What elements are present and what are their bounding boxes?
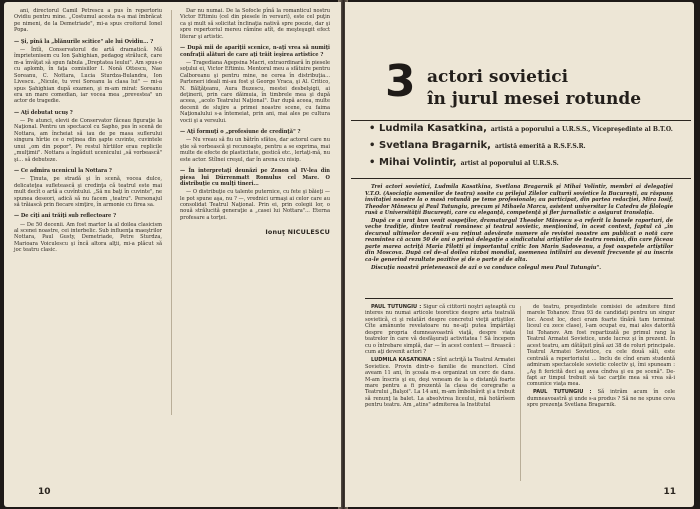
paragraph: — Tragediana Agepsina Macri, extraordinară în piesele soţului ei, Victor Eftimiu. Mentorul meu a sfătuire pentru Calboreanu şi pentru mine, ne cerea în distribuţia... Parteneri ideali mi-au fost şi George Vraca, şi Al. Critico, N. Bălţăţeanu, Aura Buzescu, mestei desbelşigii, ai deţinerii, prin care dăimuia, în timbrele mea şi după aceea, „acolo Teatrului Naţional". Dar după aceea, multe decenii de slujire a primei noastre scene, cu faima Naţionalului s-a întemeiat, prin ani, mai ales pe cultura vocii şi a versului. bbox=[180, 59, 330, 124]
interview-question: — Şi, pînă la „blănurile scitice" ale lui Ovidiu... ? bbox=[14, 38, 154, 45]
right-column-2 bbox=[527, 304, 675, 410]
guest-role: artist al poporului al U.R.S.S. bbox=[460, 160, 559, 167]
interview-question: — În interpretaţi deunăzi pe Zenon al IV-lea din piesa lui Dürrenmatt Romulus cel Mare. O distribuţie cu mulţi tineri... bbox=[180, 168, 330, 188]
paragraph: — O distribuţie cu talente puternice, cu fete şi băieţi — le pot spune aşa, nu ? —, vrednici urmaşi ai celor care au consolidat Teatrul Naţional. Prin ei, prin colegii lor, o nouă strălucită generaţie a „casei lui Nottara"... Eterna profesare a torţei. bbox=[180, 189, 330, 221]
left-page bbox=[4, 2, 341, 507]
guest-rule bbox=[351, 178, 691, 179]
dialogue-text: Sînt actriţă la Teatrul Armatei Sovietice. Provin dintr-o familie de muncitori. Cînd aveam 11 ani, în şcoala m-a organizat un cerc de dans. M-am înscris şi eu, deşi veneam de la o distanţă foarte mare pentru a fi prezentă la clasa de coregrafie a Teatrului „Balşoi". La 14 ani, m-am îmbolnăvit şi a trebuit să renunţ la balet. La absolvirea liceului, mă hotărîsem pentru teatru. Am „atins" admiterea la Institutul bbox=[365, 357, 515, 409]
interview-question: — Ce admira ucenicul la Nottara ? bbox=[14, 168, 112, 175]
column-divider bbox=[520, 306, 521, 481]
paragraph: — De 50 decenii. Am fost martor la al doilea clasicism al scenei noastre, cei interbelic. Sub influenţa maeştrilor Nottara, Paul Gusty, Demetriade, Petre Sturdza, Marioara Voiculescu şi încă altora alţii, mi-a plăcut să joc teatru clasic. bbox=[14, 221, 162, 254]
title-line-2: în jurul mesei rotunde bbox=[427, 89, 642, 109]
interview-question: — De cîţi ani trăiţi sub reflectoare ? bbox=[14, 213, 117, 220]
author-signature: Ionuţ NICULESCU bbox=[265, 228, 330, 237]
paragraph: — Pe atunci, elevii de Conservator făceau figuraţie la Naţional. Pentru un spectacol cu Sapho, pus în scenă de Nottara, am încheiat să iau de pe masa suflerului singura hîrtie ce o reţinea din şapte cuvinte, cuvintele unui „om din popor". Pe restul hîrtiilor erau replicile „mulţimii". Nottara a îngăduit ucenicului „să vorbească" şi... să debuteze. bbox=[14, 117, 162, 163]
guest-role: artistă emerită a R.S.F.S.R. bbox=[494, 143, 586, 150]
paragraph: — Nu vreau să fiu un bătrîn sfătos, dar actorul care nu ştie să vorbească şi recunoaşte, pentru a se exprima, mai multe de efecte de plasticitate, gestică etc., lertaţi-mă, nu este actor. Stîlnei creşul, dar în arena cu nisip. bbox=[180, 137, 330, 163]
interview-question: — Aţi formuţi o „profesiune de credinţă" ? bbox=[180, 129, 301, 136]
right-column-1 bbox=[365, 304, 515, 410]
title-rule bbox=[351, 120, 691, 121]
guest-item bbox=[369, 140, 689, 157]
paragraph: — Întîi, Conservatorul de artă dramatică. Mă împrietenisem cu Ion Şahighian, pedagog strălucit, care m-a învăţat să spun fabula „Dreptatea leului". Am spus-o cu aplomb, în faţa comisiilor I. Nonă Ottescu, Nae Soreanu, C. Nottara, Lucia Sturdza-Bulandra, Ion Livescu. „Nicule, tu vrei Soreanu la clasa lui" — mi-a spus Şahighian după examen, şi m-am mirat: Soreanu era un mare comedian, iar vocea mea „prevestea" un actor de tragedie. bbox=[14, 46, 162, 105]
guest-item bbox=[369, 123, 689, 140]
page-number: 10 bbox=[38, 487, 51, 497]
title-number: 3 bbox=[385, 56, 416, 107]
guest-item bbox=[369, 157, 689, 174]
dialogue-text: Sigur că cititorii noştri aşteaptă cu interes nu numai articole teoretice despre arta teatrală sovietică, ci şi relatări despre concretul vieţii artiştilor. Cîte amănunte revelatoare nu ne-aţi putea împărtăşi despre propria dumneavoastră viaţă, despre viaţa teatrelor în care vă desfăşuraţi activitatea ! Să începem cu o întrebare simplă, dar — în acest context — firească : cum aţi devenit actori ? bbox=[365, 304, 515, 356]
left-column-2 bbox=[180, 8, 330, 236]
paragraph: Dar nu numai. De la Sofocle pînă la romanticul nostru Victor Eftimiu (cel din piesele în versuri), este cel puţin ca şi mult să solicitat înclinaţia nativă spre poezie, dar şi spre repertoriul mereu rămîne atît, de meşteşugit efect literar şi artistic. bbox=[180, 8, 330, 40]
intro-paragraph: Trei actori sovietici, Ludmila Kasatkina, Svetlana Bragarnik şi Mihai Volintir, membri ai delegaţiei V.T.O. (Asociaţia oamenilor de teatru) sosite cu prilejul Zilelor culturii sovietice la Bucureşti, au răspuns invitaţiei noastre la o masă rotundă pe teme profesionale; au participat, din partea redacţiei, Mira Iosif, Theodor Mănescu şi Paul Tutungiu, precum şi Mihaela Marcu, asistent universitar la Catedra de filologie rusă a Universităţii Bucureşti, care cu eleganţă, competenţă şi fler jurnalistic a asigurat translaţia. bbox=[365, 184, 673, 216]
article-intro bbox=[365, 184, 673, 273]
interview-question: — După mii de apariţii scenice, n-aţi vrea să numiţi confraţii alături de care aţi trăit ieşirea artistice ? bbox=[180, 45, 330, 58]
right-page bbox=[345, 2, 694, 507]
intro-rule bbox=[365, 298, 673, 299]
dialogue-paragraph bbox=[365, 357, 515, 409]
intro-paragraph: După ce a urat bun venit oaspeţilor, dramaturgul Theodor Mănescu s-a referit la bunele raporturi, de veche tradiţie, dintre teatrul românesc şi teatrul sovietic, menţionînd, în acest context, faptul că „în decursul ultimelor decenii s-au reţinut adevărate numere ale revistei noastre am publicat o notă care reamintea că acum 50 de ani o primă delegaţie a sindicatului artiştilor de teatru români, din care făceau parte marea actriţă Maria Filotti şi importantul critic Ion Marin Sadoveanu, a fost oaspetele artiştilor din Moscova. După cel de-al doilea război mondial, asemenea întîlniri au devenit frecvente şi au înscris ca-le generind rezultate pozitive şi de o parte şi de alta. bbox=[365, 217, 673, 263]
guest-name: Svetlana Bragarnik, bbox=[379, 140, 491, 151]
page-number: 11 bbox=[663, 487, 676, 497]
guest-name: Mihai Volintir, bbox=[379, 157, 457, 168]
bullet-icon: • bbox=[369, 157, 376, 168]
bullet-icon: • bbox=[369, 140, 376, 151]
guest-role: artistă a poporului a U.R.S.S., Vicepreşedinte al B.T.O. bbox=[490, 126, 673, 133]
guest-list bbox=[369, 123, 689, 174]
paragraph: ani, directorul Camil Petrescu a pus în repertoriu Ovidiu pentru mine. „Costumul acesta n-a mai îmbrăcat pe nimeni, de la Demetriade", mi-a spus croitorul Ionel Popa. bbox=[14, 8, 162, 34]
column-divider bbox=[171, 10, 172, 415]
left-column-1 bbox=[14, 8, 162, 255]
paragraph: — Ţinuta, pe stradă şi în scenă, vocea dulce, delicateţea sufletească şi credinţa că teatrul este mai mult decît o artă a cuvîntului. „Să nu baţi în cuvinte", ne spunea deseori, adică să nu facem „teatru". Personajul să trăiască prin fiecare simţire, în armonie cu firea sa. bbox=[14, 176, 162, 209]
speaker-name: LUDMILA KASATKINA : bbox=[371, 357, 436, 364]
dialogue-text: Să intrăm acum în cele dumneavoastră şi unde s-a produs ? Să ne ne spune ceva spre prezenţa Svetlana Bragarnik. bbox=[527, 389, 675, 409]
title-line-1: actori sovietici bbox=[427, 67, 569, 87]
speaker-name: PAUL TUTUNGIU : bbox=[533, 389, 592, 396]
dialogue-paragraph bbox=[365, 304, 515, 356]
dialogue-paragraph bbox=[527, 389, 675, 408]
interview-question: — Aţi debutat ucuş ? bbox=[14, 109, 73, 116]
guest-name: Ludmila Kasatkina, bbox=[379, 123, 487, 134]
speaker-name: PAUL TUTUNGIU : bbox=[371, 304, 422, 310]
bullet-icon: • bbox=[369, 123, 376, 134]
article-title bbox=[427, 66, 641, 110]
dialogue-paragraph bbox=[527, 304, 675, 388]
intro-paragraph: Discuţia noastră prietenească de azi o va conduce colegul meu Paul Tutungiu". bbox=[371, 264, 602, 271]
dialogue-text: de teatru, preşedintele comisiei de admitere fiind marele Tohanov. Erau 93 de candidaţi pentru un singur loc. Acest loc, deci eram foarte tînără tam terminat liceul cu zece clase), l-am ocupat eu, mai ales datorită lui Tohanov. Am fost repartizată pe primul rang la Teatrul Armatei Sovietice, unde lucrez şi în prezent. În acest teatru, am dătăţuit pînă azi 38 de roluri principale. Teatrul Armatei Sovietice, cu cele două săli, este centrală a repertoriului ... Inclu de cînd eram studentă admiram spectacolele sovietic colectiv şi, îmi spuneam : „Aş fi fericită deci aş avea cîndva şi eu pe scenă". De-fapt ar timpul trebuit să tac carţile mea să vrea să-i comunice viaţa mea. bbox=[527, 304, 675, 388]
